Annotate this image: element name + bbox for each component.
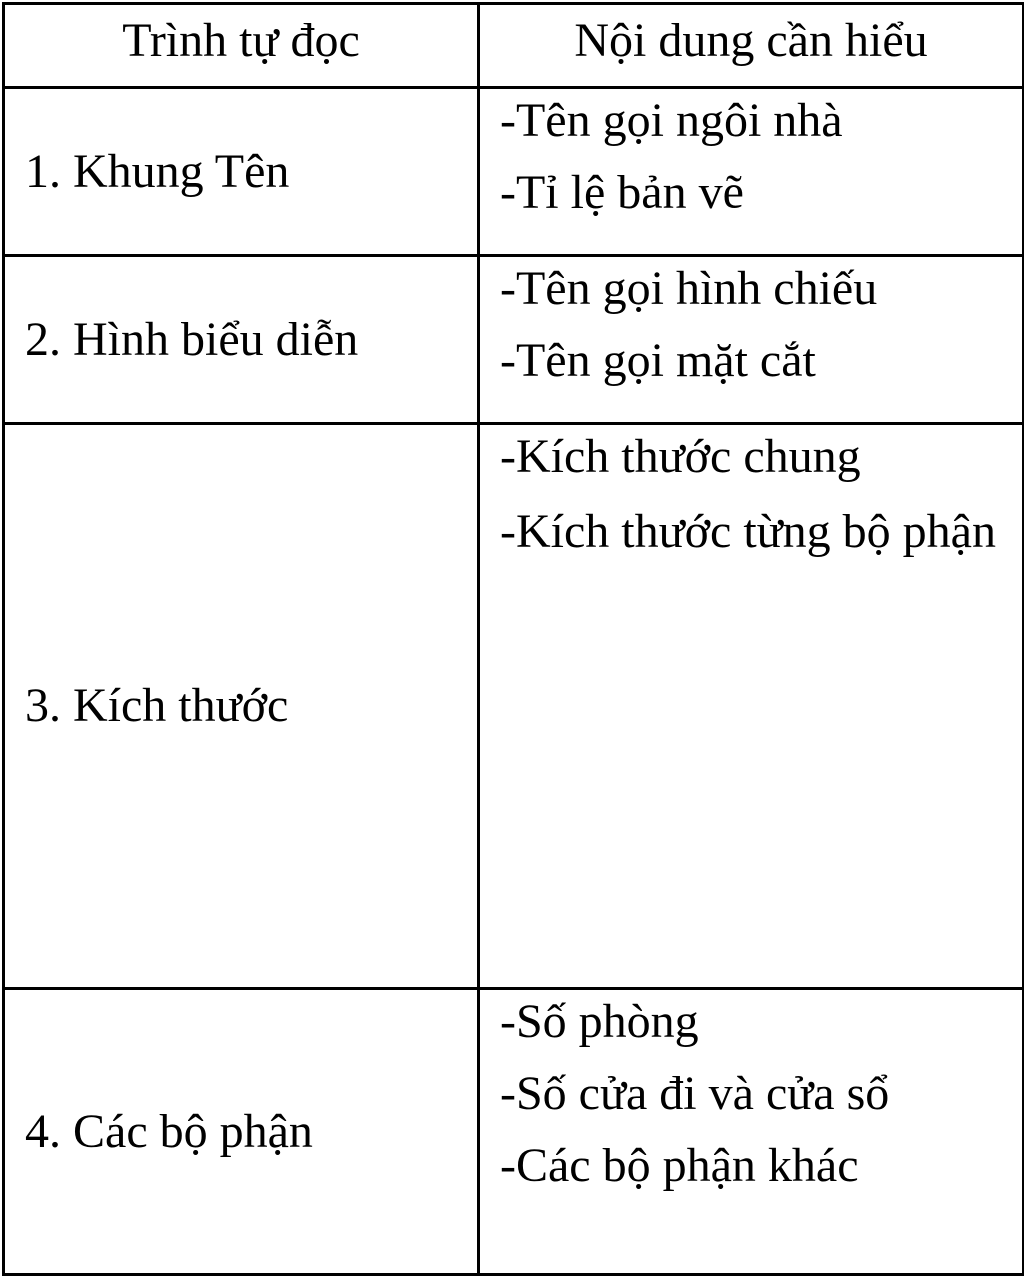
content-item: -Kích thước chung (500, 430, 861, 483)
step-cell: 3. Kích thước (4, 424, 479, 989)
content-item: -Số phòng (500, 995, 699, 1048)
reading-order-table (2, 2, 1024, 1276)
table-row (4, 989, 1024, 1275)
table-row (4, 424, 1024, 989)
content-item: -Số cửa đi và cửa sổ (500, 1067, 890, 1120)
content-item: -Tên gọi ngôi nhà (500, 94, 843, 147)
table-row (4, 256, 1024, 424)
content-cell (479, 256, 1024, 424)
table-header-row (4, 4, 1024, 88)
content-item: -Tên gọi hình chiếu (500, 262, 878, 315)
content-item: -Tên gọi mặt cắt (500, 334, 816, 387)
step-cell: 4. Các bộ phận (4, 989, 479, 1275)
table-row (4, 88, 1024, 256)
step-cell: 1. Khung Tên (4, 88, 479, 256)
header-reading-order: Trình tự đọc (4, 4, 479, 88)
content-cell (479, 989, 1024, 1275)
content-cell (479, 88, 1024, 256)
step-cell: 2. Hình biểu diễn (4, 256, 479, 424)
content-item: -Tỉ lệ bản vẽ (500, 166, 744, 219)
content-cell (479, 424, 1024, 989)
content-item: -Kích thước từng bộ phận (500, 505, 996, 558)
content-item: -Các bộ phận khác (500, 1139, 859, 1192)
header-content-to-understand: Nội dung cần hiểu (479, 4, 1024, 88)
